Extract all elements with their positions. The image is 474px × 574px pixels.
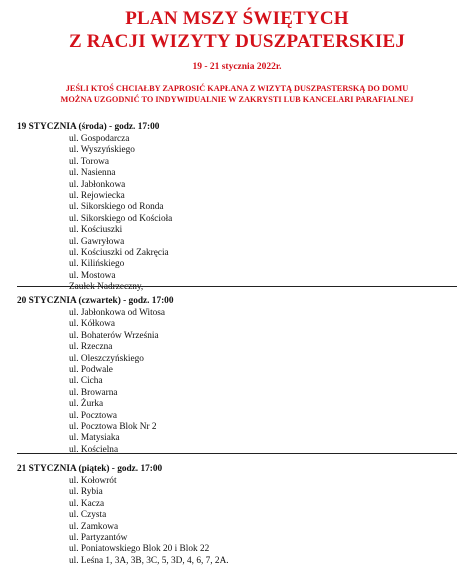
street-name: Leśna 1, 3A, 3B, 3C, 5, 3D, 4, 6, 7, 2A.	[80, 555, 229, 566]
list-item	[69, 411, 165, 422]
street-name: Jabłonkowa	[80, 179, 126, 190]
street-name: Sikorskiego od Ronda	[80, 202, 164, 213]
street-name: Kościuszki od Zakręcia	[80, 247, 169, 258]
street-name: Czysta	[80, 510, 107, 521]
list-item	[69, 282, 172, 293]
section-heading-jan-21: 21 STYCZNIA (piątek) - godz. 17:00	[17, 464, 163, 474]
list-item	[69, 476, 229, 487]
street-list-jan-21	[69, 476, 229, 567]
list-item	[69, 354, 165, 365]
street-prefix: ul.	[69, 487, 79, 498]
street-prefix: ul.	[69, 353, 79, 364]
street-prefix: ul.	[69, 247, 79, 258]
list-item	[69, 544, 229, 555]
street-name: Oleszczyńskiego	[80, 353, 144, 364]
street-prefix: ul.	[69, 259, 79, 270]
street-name: Rejowiecka	[80, 190, 125, 201]
street-prefix: ul.	[69, 270, 79, 281]
list-item	[69, 433, 165, 444]
street-prefix: ul.	[69, 521, 79, 532]
street-name: Wyszyńskiego	[80, 145, 135, 156]
street-name: Zamkowa	[80, 521, 119, 532]
list-item	[69, 388, 165, 399]
street-prefix: ul.	[69, 319, 79, 330]
street-name: Bohaterów Września	[80, 330, 159, 341]
list-item	[69, 399, 165, 410]
street-prefix: ul.	[69, 330, 79, 341]
list-item	[69, 331, 165, 342]
street-prefix: ul.	[69, 498, 79, 509]
street-name: Rybia	[80, 487, 103, 498]
section-divider	[17, 453, 457, 454]
street-name: Kościelna	[80, 444, 119, 455]
street-name: Matysiaka	[80, 433, 120, 444]
street-name: Pocztowa	[80, 410, 118, 421]
street-prefix: ul.	[69, 308, 79, 318]
list-item	[69, 556, 229, 567]
list-item	[69, 168, 172, 179]
street-prefix: ul.	[69, 342, 79, 353]
list-item	[69, 522, 229, 533]
list-item	[69, 499, 229, 510]
street-prefix: ul.	[69, 376, 79, 387]
list-item	[69, 342, 165, 353]
street-prefix: ul.	[69, 421, 79, 432]
list-item	[69, 510, 229, 521]
list-item	[69, 214, 172, 225]
street-name: Mostowa	[80, 270, 116, 281]
street-prefix: ul.	[69, 510, 79, 521]
street-name: Kilińskiego	[80, 259, 125, 270]
street-name: Gawryłowa	[80, 236, 125, 247]
street-prefix: ul.	[69, 364, 79, 375]
street-prefix: ul.	[69, 236, 79, 247]
street-name: Pocztowa Blok Nr 2	[80, 421, 157, 432]
list-item	[69, 445, 165, 456]
list-item	[69, 308, 165, 319]
street-name: Browarna	[80, 387, 118, 398]
list-item	[69, 376, 165, 387]
street-list-jan-19	[69, 134, 172, 293]
street-name: Sikorskiego od Kościoła	[80, 213, 173, 224]
street-name: Podwale	[80, 364, 113, 375]
street-prefix: ul.	[69, 145, 79, 156]
street-name: Jabłonkowa od Witosa	[80, 308, 166, 318]
street-name: Kacza	[80, 498, 105, 509]
list-item	[69, 191, 172, 202]
list-item	[69, 487, 229, 498]
street-name: Zaułek Nadrzeczny,	[69, 282, 144, 293]
street-name: Cicha	[80, 376, 103, 387]
section-heading-jan-20: 20 STYCZNIA (czwartek) - godz. 17:00	[17, 296, 174, 306]
street-prefix: ul.	[69, 213, 79, 224]
street-name: Poniatowskiego Blok 20 i Blok 22	[80, 544, 210, 555]
street-name: Kółkowa	[80, 319, 115, 330]
section-heading-jan-19: 19 STYCZNIA (środa) - godz. 17:00	[17, 122, 160, 132]
street-prefix: ul.	[69, 156, 79, 167]
notice-line-1: JEŚLI KTOŚ CHCIAŁBY ZAPROSIĆ KAPŁANA Z WIZYTĄ DUSZPASTERSKĄ DO DOMU	[65, 84, 409, 93]
street-prefix: ul.	[69, 433, 79, 444]
street-prefix: ul.	[69, 190, 79, 201]
street-prefix: ul.	[69, 202, 79, 213]
street-name: Rzeczna	[80, 342, 113, 353]
page-title-line-1: PLAN MSZY ŚWIĘTYCH	[125, 8, 349, 29]
list-item	[69, 533, 229, 544]
notice-line-2: MOŻNA UZGODNIĆ TO INDYWIDUALNIE W ZAKRYSTI LUB KANCELARI PARAFIALNEJ	[60, 95, 414, 104]
list-item	[69, 134, 172, 145]
list-item	[69, 225, 172, 236]
street-name: Torowa	[80, 156, 109, 167]
list-item	[69, 271, 172, 282]
street-name: Gospodarcza	[80, 134, 130, 144]
section-divider	[17, 286, 457, 287]
street-prefix: ul.	[69, 476, 79, 486]
street-name: Żurka	[80, 399, 104, 410]
street-prefix: ul.	[69, 399, 79, 410]
date-range: 19 - 21 stycznia 2022r.	[192, 62, 282, 72]
street-prefix: ul.	[69, 532, 79, 543]
list-item	[69, 248, 172, 259]
list-item	[69, 237, 172, 248]
street-name: Partyzantów	[80, 532, 128, 543]
list-item	[69, 259, 172, 270]
page-title-line-2: Z RACJI WIZYTY DUSZPATERSKIEJ	[68, 31, 406, 52]
list-item	[69, 319, 165, 330]
street-prefix: ul.	[69, 410, 79, 421]
street-prefix: ul.	[69, 225, 79, 236]
list-item	[69, 202, 172, 213]
street-prefix: ul.	[69, 134, 79, 144]
list-item	[69, 180, 172, 191]
street-prefix: ul.	[69, 555, 79, 566]
list-item	[69, 422, 165, 433]
street-prefix: ul.	[69, 544, 79, 555]
street-prefix: ul.	[69, 387, 79, 398]
street-name: Nasienna	[80, 168, 116, 179]
street-name: Kościuszki	[80, 225, 123, 236]
street-list-jan-20	[69, 308, 165, 456]
street-prefix: ul.	[69, 444, 79, 455]
street-name: Kołowrót	[80, 476, 117, 486]
list-item	[69, 365, 165, 376]
list-item	[69, 157, 172, 168]
street-prefix: ul.	[69, 168, 79, 179]
street-prefix: ul.	[69, 179, 79, 190]
list-item	[69, 145, 172, 156]
